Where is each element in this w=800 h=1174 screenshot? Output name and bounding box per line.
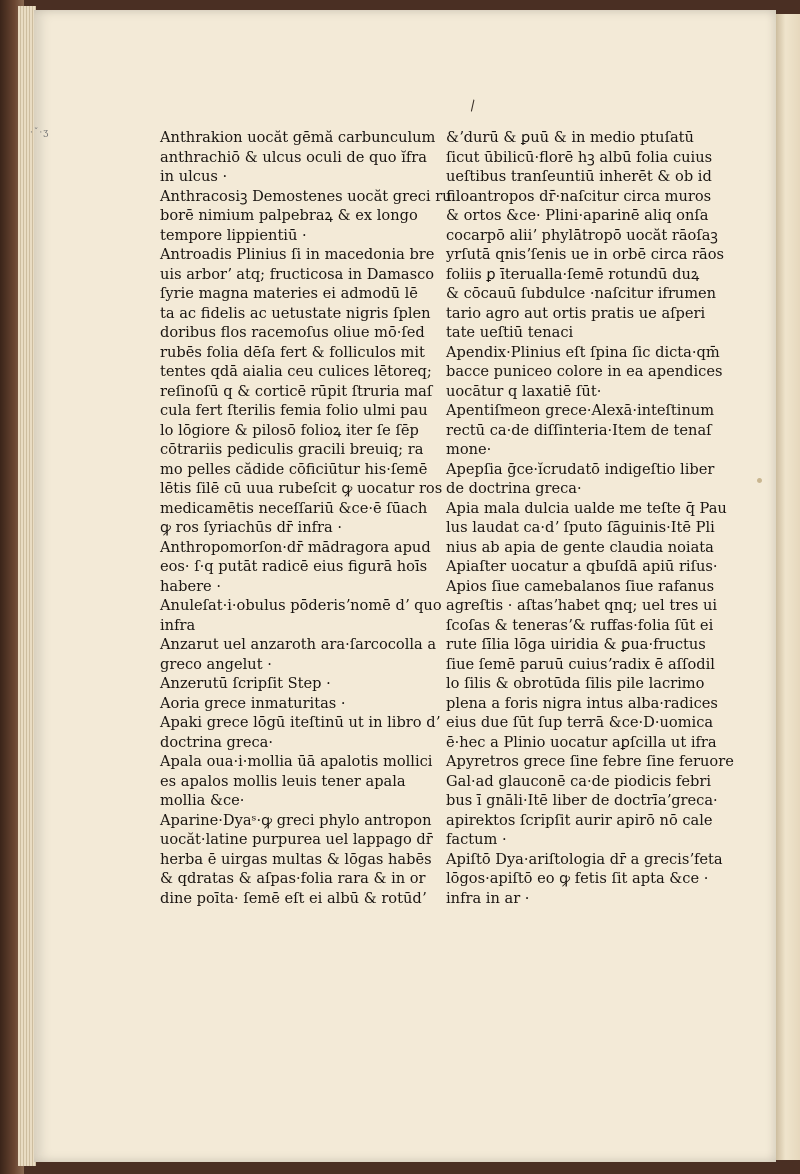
margin-mark: ·ˇ·ʒ bbox=[30, 128, 50, 138]
text-line: mone· bbox=[446, 441, 492, 458]
text-line: tate ueſtiū tenaci bbox=[446, 324, 574, 341]
text-line: ueſtibus tranſeuntiū inherēt & ob id bbox=[446, 168, 712, 185]
text-line: rute ſīlia lōga uiridia & ꝑua·fructus bbox=[446, 636, 706, 653]
text-line: yrſutā qnisʼſenis ue in orbē circa rāos bbox=[446, 246, 725, 263]
facing-page-edge bbox=[776, 14, 800, 1160]
text-line: filoantropos dr̄·naſcitur circa muros bbox=[446, 187, 712, 205]
text-line: Gal·ad glauconē ca·de piodicis febri bbox=[446, 772, 712, 790]
text-line: Anthropomorſon·dr̄ mādragora apud bbox=[160, 538, 431, 556]
text-line: ta ac fidelis ac uetustate nigris ſplen bbox=[160, 304, 431, 322]
dictionary-entry bbox=[160, 596, 460, 635]
dictionary-entry bbox=[160, 713, 460, 752]
text-line: anthrachiō & ulcus oculi de quo ĭfra bbox=[160, 148, 427, 166]
text-line: infra bbox=[160, 616, 196, 634]
text-line: bacce puniceo colore in ea apendices bbox=[446, 363, 723, 380]
dictionary-entry bbox=[446, 401, 746, 460]
text-line: mo pelles cădide cōficiūtur his·ſemē bbox=[160, 460, 428, 478]
text-line: Apios ſiue camebalanos ſiue rafanus bbox=[446, 577, 715, 595]
text-line: Apaki grece lōgū iteſtinū ut in libro dʼ bbox=[160, 714, 441, 731]
dictionary-entry bbox=[446, 499, 746, 558]
text-line: factum · bbox=[446, 831, 507, 848]
text-line: Apala oua·i·mollia ūā apalotis mollici bbox=[160, 753, 433, 770]
dictionary-entry bbox=[160, 128, 460, 187]
text-line: Anthracosiꝫ Demostenes uocăt greci ru bbox=[160, 187, 452, 205]
text-line: reſinoſū q & corticē rūpit ſtruria maſ bbox=[160, 382, 433, 400]
text-line: Apiaſter uocatur a qbuſdā apiū riſus· bbox=[446, 558, 718, 575]
text-line: &ʼdurū & ꝑuū & in medio ptuſatū bbox=[446, 129, 694, 146]
text-line: Aoria grece inmaturitas · bbox=[160, 694, 346, 712]
dictionary-entry bbox=[446, 343, 746, 402]
text-line: Anzarut uel anzaroth ara·ſarcocolla a bbox=[160, 636, 437, 653]
text-line: rubēs folia dēſa fert & folliculos mit bbox=[160, 343, 425, 361]
text-line: Anthrakion uocăt gēmă carbunculum bbox=[160, 129, 436, 146]
text-line: cocarpō aliiʼ phylātropō uocăt rāoſaꝫ bbox=[446, 226, 718, 244]
text-line: Aparine·Dyaˢ·ꝙ greci phylo antropon bbox=[160, 811, 432, 829]
text-line: & qdratas & aſpas·folia rara & in or bbox=[160, 870, 426, 887]
text-line: Apentiſmeon grece·Alexā·inteſtinum bbox=[446, 402, 715, 419]
text-line: lus laudat ca·dʼ ſputo ſāguinis·Itē Pli bbox=[446, 519, 715, 536]
dictionary-entry bbox=[160, 538, 460, 597]
text-line: in ulcus · bbox=[160, 168, 228, 185]
text-line: plena a foris nigra intus alba·radices bbox=[446, 694, 718, 712]
text-line: medicamētis neceſſariū &ce·ē ſūach bbox=[160, 499, 428, 517]
dictionary-entry bbox=[160, 187, 460, 246]
text-line: ſiue ſemē paruū cuiusʼradix ē aſſodil bbox=[446, 655, 715, 673]
text-line: ſyrie magna materies ei admodū lē bbox=[160, 285, 418, 302]
text-line: Anuleſat·i·obulus pōderisʼnomē dʼ quo bbox=[160, 597, 442, 614]
text-line: uis arborʼ atq; fructicosa in Damasco bbox=[160, 265, 435, 283]
text-line: dine poīta· ſemē eſt ei albū & rotūdʼ bbox=[160, 889, 427, 907]
text-line: infra in ar · bbox=[446, 889, 530, 907]
text-line: Anzerutū ſcripſit Step · bbox=[160, 675, 331, 692]
text-line: ſicut ūbilicū·florē hꝫ albū folia cuius bbox=[446, 148, 713, 166]
text-line: ē·hec a Plinio uocatur aꝑſcilla ut ifra bbox=[446, 733, 717, 751]
dictionary-entry bbox=[446, 460, 746, 499]
text-line: es apalos mollis leuis tener apala bbox=[160, 772, 406, 790]
text-line: & ortos &ce· Plini·aparinē aliq onſa bbox=[446, 207, 709, 224]
dictionary-entry bbox=[160, 674, 460, 694]
text-line: tentes qdā aialia ceu culices lētoreq; bbox=[160, 363, 432, 380]
text-line: cula fert ſterilis femia folio ulmi pau bbox=[160, 402, 428, 419]
text-line: nius ab apia de gente claudia noiata bbox=[446, 538, 714, 556]
text-line: herba ē uirgas multas & lōgas habēs bbox=[160, 850, 432, 868]
dictionary-entry bbox=[446, 128, 746, 343]
text-line: eius due ſūt ſup terrā &ce·D·uomica bbox=[446, 714, 714, 731]
text-line: lo lōgiore & pilosō folioꝝ iter ſe ſēp bbox=[160, 421, 419, 439]
text-line: Antroadis Plinius ſi in macedonia bre bbox=[160, 246, 435, 263]
text-line: foliis ꝑ īterualla·ſemē rotundū duꝝ bbox=[446, 265, 700, 283]
text-line: apirektos ſcripſit aurir apirō nō cale bbox=[446, 811, 713, 829]
stray-mark: \ bbox=[466, 97, 479, 115]
text-line: tempore lippientiū · bbox=[160, 226, 307, 244]
text-line: Apendix·Plinius eſt ſpina ſic dicta·qm̄ bbox=[446, 343, 720, 361]
text-line: eos· ſ·q putāt radicē eius figurā hoīs bbox=[160, 558, 428, 575]
text-line: habere · bbox=[160, 577, 221, 595]
dictionary-entry bbox=[446, 577, 746, 753]
text-line: lōgos·apiſtō eo ꝙ fetis ſit apta &ce · bbox=[446, 870, 709, 887]
text-line: lo ſilis & obrotūda ſilis pile lacrimo bbox=[446, 675, 705, 692]
dictionary-entry bbox=[160, 694, 460, 714]
text-line: cōtrariis pediculis gracili breuiq; ra bbox=[160, 441, 424, 458]
text-line: Apia mala dulcia ualde me teſte q̄ Pau bbox=[446, 499, 727, 517]
text-line: greco angelut · bbox=[160, 655, 272, 673]
dictionary-entry bbox=[160, 245, 460, 538]
text-line: ꝙ ros ſyriachūs dr̄ infra · bbox=[160, 519, 342, 536]
dictionary-entry bbox=[160, 635, 460, 674]
left-text-column bbox=[160, 128, 460, 908]
text-line: doctrina greca· bbox=[160, 733, 274, 751]
dictionary-entry bbox=[446, 752, 746, 850]
text-line: & cōcauū ſubdulce ·naſcitur ifrumen bbox=[446, 285, 717, 302]
text-line: borē nimium palpebraꝝ & ex longo bbox=[160, 207, 418, 224]
text-line: uocăt·latine purpurea uel lappago dr̄ bbox=[160, 831, 433, 848]
text-line: Apyretros grece ſine febre ſine feruore bbox=[446, 753, 734, 770]
text-line: Apiſtō Dya·ariſtologia dr̄ a grecisʼfeta bbox=[446, 850, 723, 868]
text-line: de doctrina greca· bbox=[446, 480, 582, 497]
text-line: rectū ca·de diſſinteria·Item de tenaſ bbox=[446, 421, 712, 439]
dictionary-entry bbox=[160, 811, 460, 909]
text-line: bus ī gnāli·Itē liber de doctrīaʼgreca· bbox=[446, 792, 718, 809]
text-line: agreſtis · aſtasʼhabet qnq; uel tres ui bbox=[446, 597, 718, 614]
dictionary-entry bbox=[446, 850, 746, 909]
text-line: uocātur q laxatiē ſūt· bbox=[446, 382, 602, 400]
text-line: ſcoſas & tenerasʼ& ruffas·folia ſūt ei bbox=[446, 616, 714, 634]
text-line: Apepſia ḡce·ĭcrudatō indigeſtio liber bbox=[446, 460, 715, 478]
paper-spot bbox=[757, 478, 762, 483]
text-line: lētis ſilē cū uua rubeſcit ꝙ uocatur ros bbox=[160, 480, 443, 497]
dictionary-entry bbox=[446, 557, 746, 577]
text-line: tario agro aut ortis pratis ue aſperi bbox=[446, 304, 706, 322]
dictionary-entry bbox=[160, 752, 460, 811]
text-line: doribus flos racemoſus oliue mō·ſed bbox=[160, 324, 425, 341]
text-line: mollia &ce· bbox=[160, 792, 245, 809]
right-text-column bbox=[446, 128, 746, 908]
